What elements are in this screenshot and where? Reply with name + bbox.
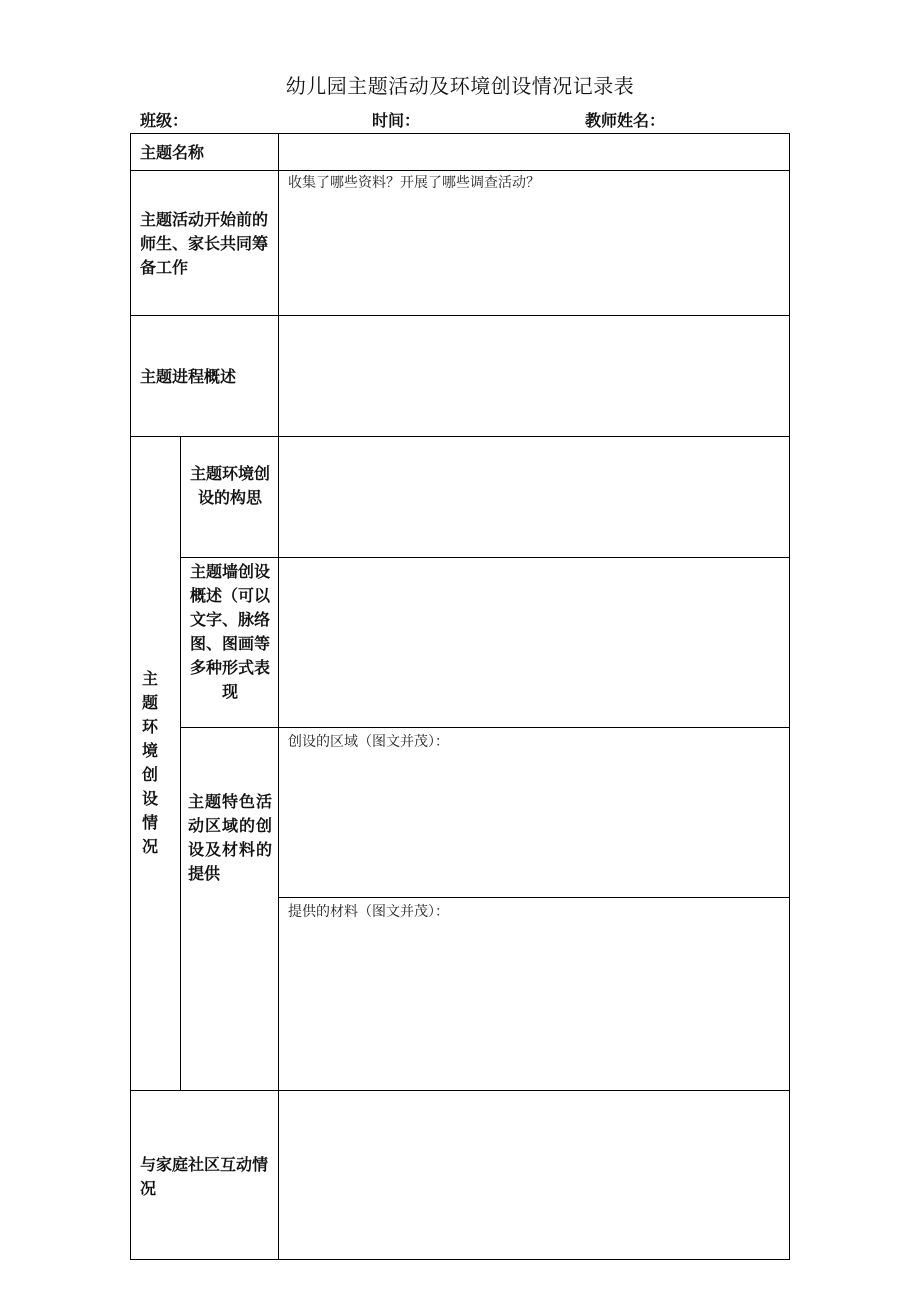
area-hint: 创设的区域（图文并茂）： <box>288 734 449 750</box>
environment-group-label: 主题环境创设情况 <box>141 669 158 856</box>
wall-design-field[interactable] <box>279 558 789 727</box>
progress-field[interactable] <box>279 316 789 436</box>
preparation-hint: 收集了哪些资料？开展了哪些调查活动？ <box>288 175 540 191</box>
area-field[interactable] <box>279 728 789 897</box>
family-community-field[interactable] <box>279 1091 789 1259</box>
materials-field[interactable] <box>279 898 789 1090</box>
materials-hint: 提供的材料（图文并茂）： <box>288 904 449 920</box>
preparation-field[interactable] <box>279 171 789 315</box>
env-concept-label: 主题环境创设的构思 <box>189 464 270 507</box>
class-label: 班级： <box>140 111 189 130</box>
column-divider <box>180 436 181 1090</box>
theme-name-field[interactable] <box>279 134 789 170</box>
page-title: 幼儿园主题活动及环境创设情况记录表 <box>285 74 635 98</box>
env-concept-field[interactable] <box>279 437 789 557</box>
theme-name-label: 主题名称 <box>140 143 205 162</box>
progress-label: 主题进程概述 <box>140 367 237 386</box>
preparation-label: 主题活动开始前的师生、家长共同筹备工作 <box>140 210 269 277</box>
time-label: 时间： <box>372 111 421 130</box>
teacher-name-label: 教师姓名： <box>585 111 666 130</box>
special-area-label: 主题特色活动区域的创设及材料的提供 <box>188 792 272 883</box>
wall-design-label: 主题墙创设概述（可以文字、脉络图、图画等多种形式表现 <box>189 562 270 701</box>
family-community-label: 与家庭社区互动情况 <box>140 1155 269 1198</box>
